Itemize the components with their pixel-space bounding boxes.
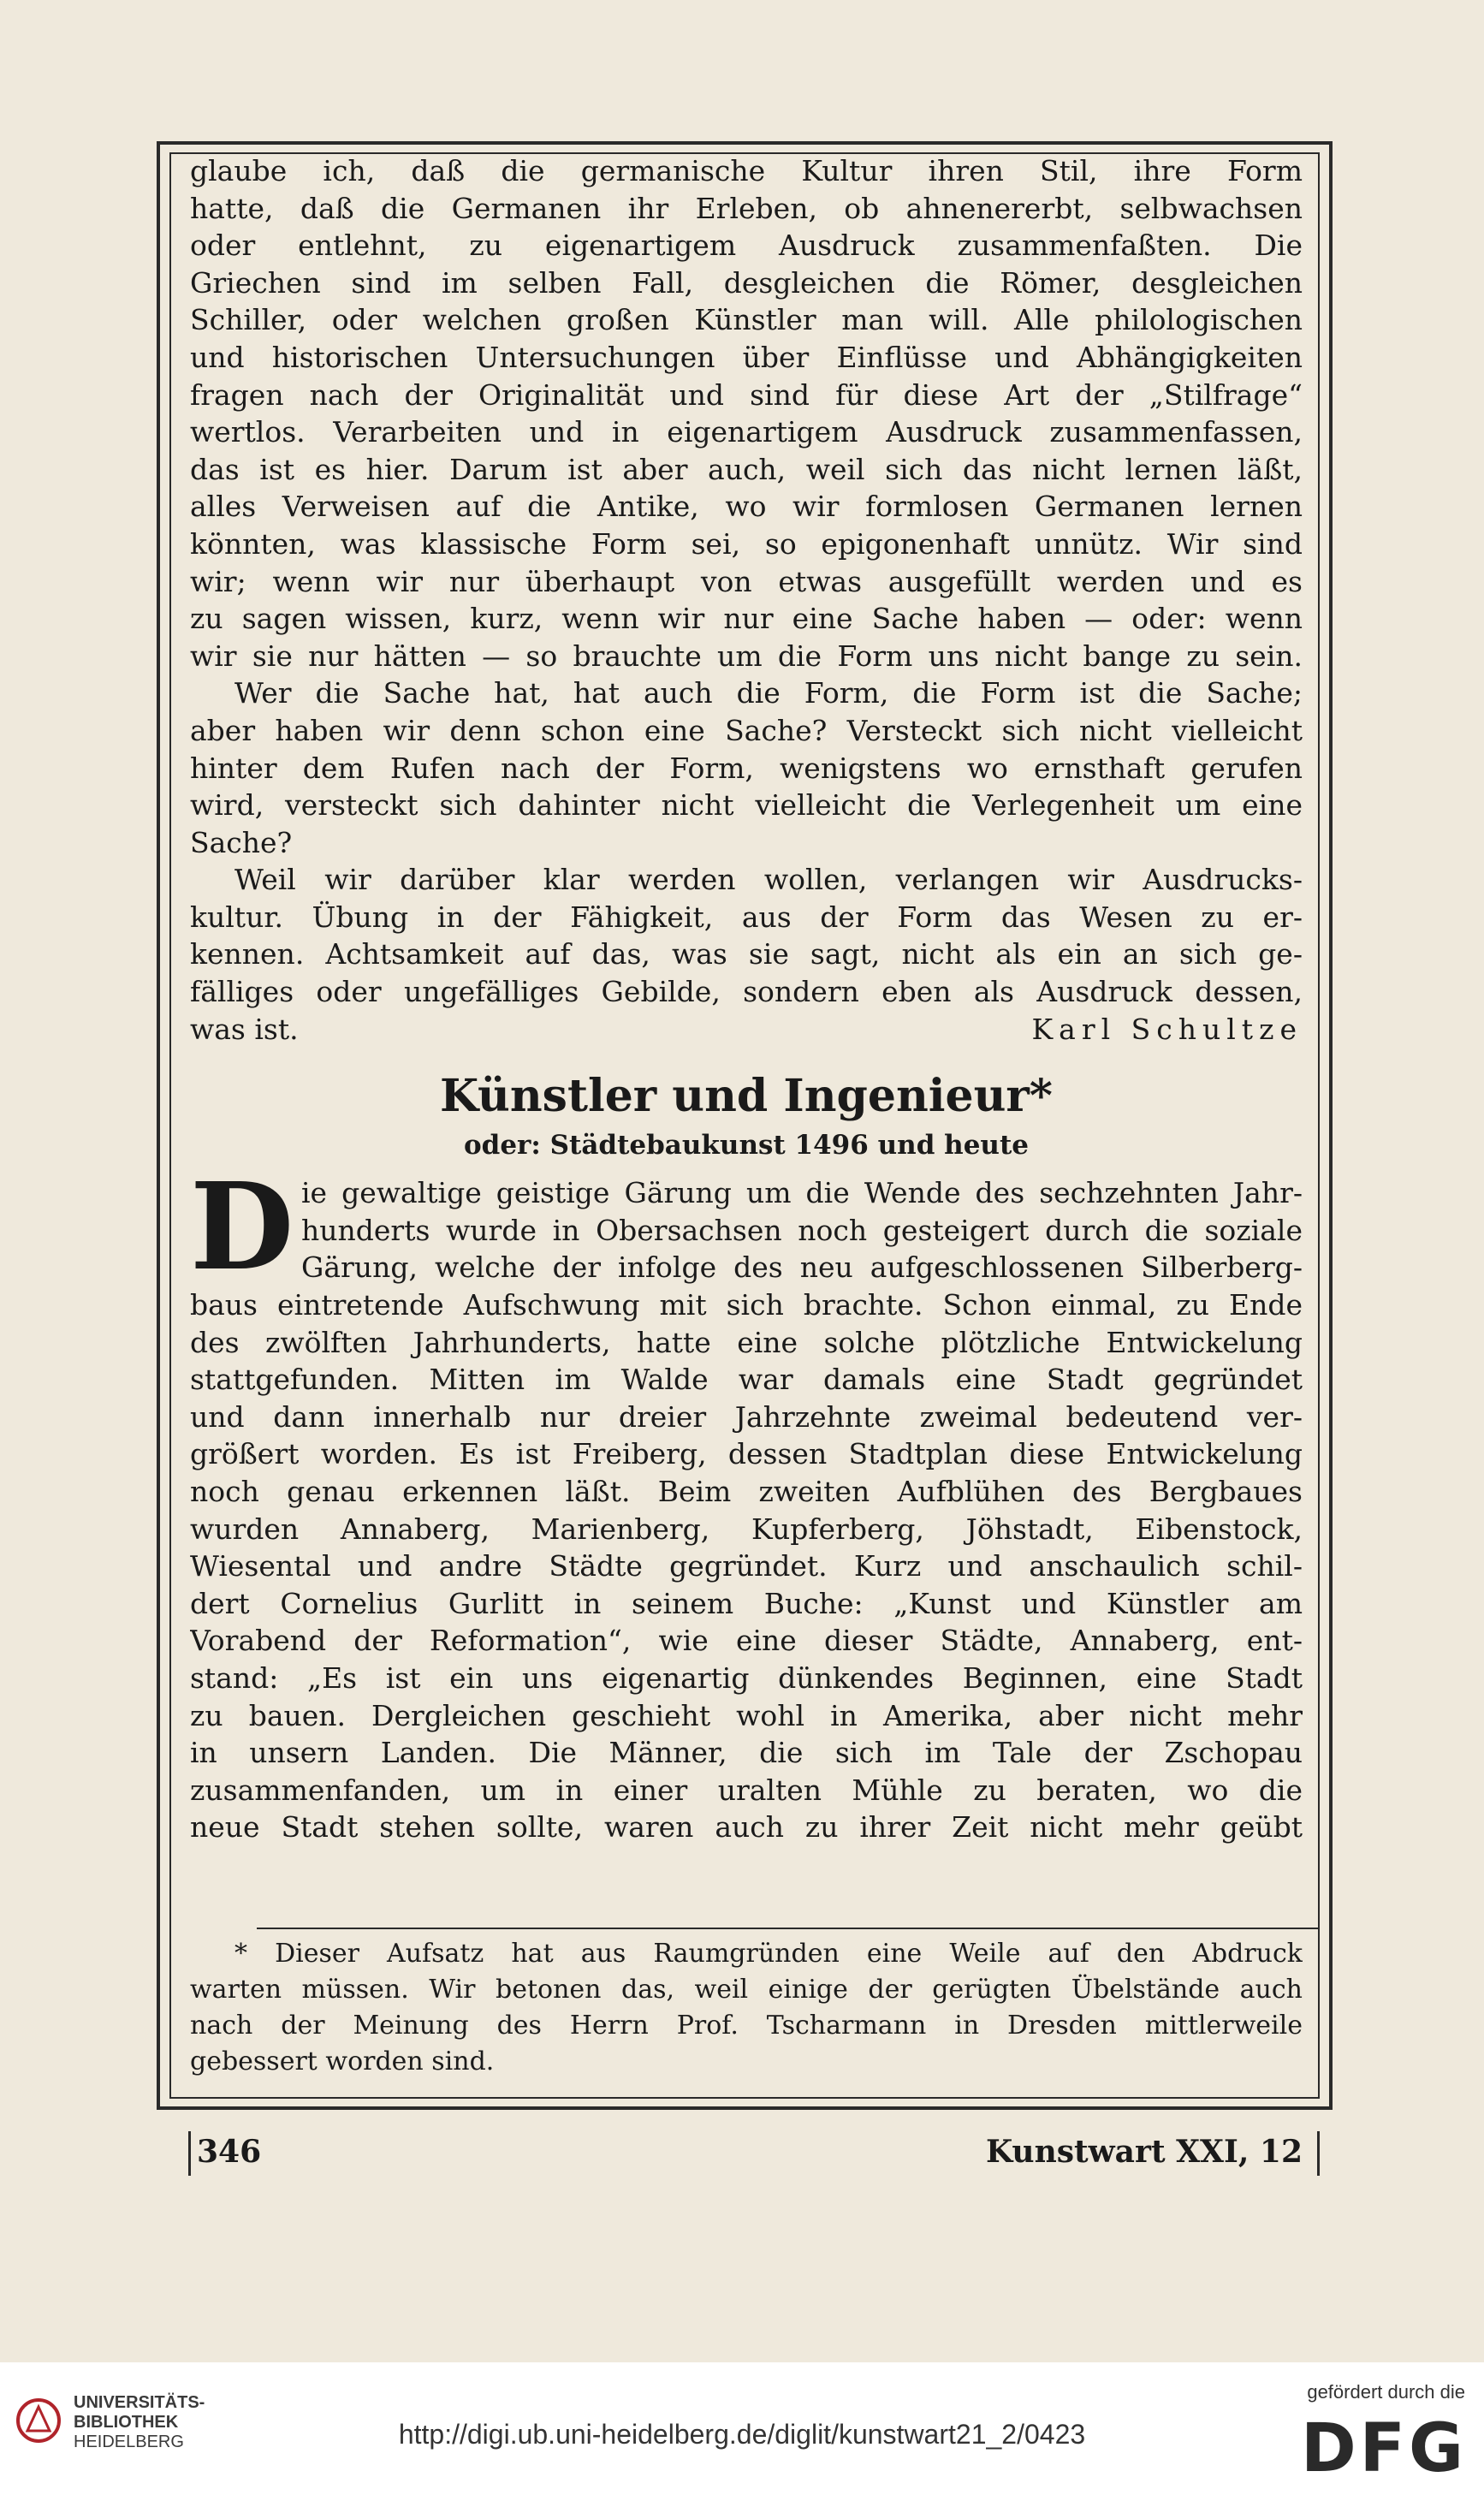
- text-line: neue Stadt stehen sollte, waren auch zu ihrer Zeit nicht mehr geübt: [190, 1810, 1303, 1845]
- text-line: wurden Annaberg, Marienberg, Kupferberg, Jöhstadt, Eibenstock,: [190, 1512, 1303, 1546]
- text-line: kennen. Achtsamkeit auf das, was sie sagt, nicht als ein an sich ge-: [190, 937, 1303, 971]
- article-subtitle: oder: Städtebaukunst 1496 und heute: [463, 1130, 1030, 1161]
- text-line: was ist.: [190, 1012, 299, 1046]
- text-line: Vorabend der Reformation“, wie eine dieser Städte, Annaberg, ent-: [190, 1624, 1303, 1658]
- text-line: zu sagen wissen, kurz, wenn wir nur eine Sache haben — oder: wenn: [190, 602, 1303, 636]
- article-title: Künstler und Ingenieur*: [440, 1070, 1053, 1123]
- paragraph-1: [190, 152, 1303, 674]
- journal-reference: Kunstwart XXI, 12: [985, 2134, 1303, 2170]
- footer-bar-left: [188, 2131, 191, 2176]
- text-line: oder entlehnt, zu eigenartigem Ausdruck zusammenfaßten. Die: [190, 229, 1303, 263]
- text-line: könnten, was klassische Form sei, so epigonenhaft unnütz. Wir sind: [190, 526, 1303, 561]
- footnote-line: gebessert worden sind.: [190, 2046, 495, 2076]
- funding-caption: gefördert durch die: [1307, 2381, 1465, 2403]
- text-line: ie gewaltige geistige Gärung um die Wende des sechzehnten Jahr-: [301, 1176, 1303, 1210]
- text-line: Wer die Sache hat, hat auch die Form, die Form ist die Sache;: [234, 676, 1303, 710]
- text-line: wird, versteckt sich dahinter nicht vielleicht die Verlegenheit um eine: [190, 788, 1303, 823]
- footnote-line: nach der Meinung des Herrn Prof. Tscharmann in Dresden mittlerweile: [190, 2011, 1303, 2041]
- text-line: wertlos. Verarbeiten und in eigenartigem Ausdruck zusammenfassen,: [190, 415, 1303, 449]
- text-line: Schiller, oder welchen großen Künstler man will. Alle philologischen: [190, 303, 1303, 337]
- page-footer: [190, 2126, 1320, 2177]
- page-content: [190, 152, 1303, 1846]
- text-line: wir; wenn wir nur überhaupt von etwas ausgefüllt werden und es: [190, 564, 1303, 598]
- text-line: fälliges oder ungefälliges Gebilde, sondern eben als Ausdruck dessen,: [190, 975, 1303, 1009]
- text-line: Sache?: [190, 825, 293, 859]
- text-line: dert Cornelius Gurlitt in seinem Buche: „Kunst und Künstler am: [190, 1586, 1303, 1620]
- paragraph-2: [190, 674, 1303, 861]
- text-line: zusammenfanden, um in einer uralten Mühle zu beraten, wo die: [190, 1773, 1303, 1807]
- text-line: stand: „Es ist ein uns eigenartig dünkendes Beginnen, eine Stadt: [190, 1660, 1303, 1695]
- text-line: größert worden. Es ist Freiberg, dessen Stadtplan diese Entwickelung: [190, 1437, 1303, 1471]
- text-line: baus eintretende Aufschwung mit sich brachte. Schon einmal, zu Ende: [190, 1288, 1303, 1322]
- footnote-divider: [257, 1928, 1318, 1929]
- text-line: hunderts wurde in Obersachsen noch gesteigert durch die soziale: [301, 1213, 1303, 1247]
- text-line: noch genau erkennen läßt. Beim zweiten Aufblühen des Bergbaues: [190, 1475, 1303, 1508]
- text-line: und dann innerhalb nur dreier Jahrzehnte zweimal bedeutend ver-: [190, 1399, 1303, 1434]
- text-line: aber haben wir denn schon eine Sache? Versteckt sich nicht vielleicht: [190, 713, 1303, 747]
- footnote-line: warten müssen. Wir betonen das, weil einige der gerügten Übelstände auch: [190, 1975, 1303, 2005]
- text-line: zu bauen. Dergleichen geschieht wohl in Amerika, aber nicht mehr: [190, 1698, 1303, 1732]
- text-line: glaube ich, daß die germanische Kultur ihren Stil, ihre Form: [190, 154, 1303, 187]
- text-line: des zwölften Jahrhunderts, hatte eine solche plötzliche Entwickelung: [190, 1325, 1303, 1359]
- author-signature: Karl Schultze: [1031, 1012, 1303, 1046]
- source-url-link[interactable]: http://digi.ub.uni-heidelberg.de/diglit/kunstwart21_2/0423: [398, 2419, 1086, 2450]
- text-line: in unsern Landen. Die Männer, die sich im Tale der Zschopau: [190, 1736, 1303, 1770]
- text-line: das ist es hier. Darum ist aber auch, weil sich das nicht lernen läßt,: [190, 452, 1303, 486]
- page-number: 346: [197, 2134, 262, 2170]
- text-line: und historischen Untersuchungen über Einflüsse und Abhängigkeiten: [190, 340, 1303, 374]
- footnote-line: * Dieser Aufsatz hat aus Raumgründen eine Weile auf den Abdruck: [234, 1939, 1303, 1969]
- text-line: fragen nach der Originalität und sind für diese Art der „Stilfrage“: [190, 377, 1303, 412]
- text-line: hatte, daß die Germanen ihr Erleben, ob ahnenererbt, selbwachsen: [190, 191, 1303, 225]
- footer-bar-right: [1317, 2131, 1320, 2176]
- text-line: hinter dem Rufen nach der Form, wenigstens wo ernsthaft gerufen: [190, 751, 1303, 785]
- text-line: wir sie nur hätten — so brauchte um die Form uns nicht bange zu sein.: [190, 639, 1303, 673]
- text-line: Griechen sind im selben Fall, desgleichen die Römer, desgleichen: [190, 265, 1303, 300]
- drop-cap: D: [190, 1157, 294, 1298]
- institution-name: UNIVERSITÄTS- BIBLIOTHEK HEIDELBERG: [74, 2393, 205, 2451]
- digitization-bar: [0, 2362, 1484, 2495]
- paragraph-3: [190, 861, 1303, 1048]
- text-line: Weil wir darüber klar werden wollen, verlangen wir Ausdrucks-: [234, 863, 1303, 897]
- signature-line: [190, 1011, 1303, 1048]
- dfg-logo: DFG: [1300, 2410, 1467, 2487]
- text-line: Gärung, welche der infolge des neu aufgeschlossenen Silberberg-: [301, 1250, 1303, 1285]
- text-line: Wiesental und andre Städte gegründet. Kurz und anschaulich schil-: [190, 1549, 1303, 1583]
- text-line: stattgefunden. Mitten im Walde war damals eine Stadt gegründet: [190, 1363, 1303, 1397]
- text-line: alles Verweisen auf die Antike, wo wir formlosen Germanen lernen: [190, 490, 1303, 524]
- footnote: [190, 1936, 1303, 2080]
- text-line: kultur. Übung in der Fähigkeit, aus der Form das Wesen zu er-: [190, 900, 1303, 934]
- article-body: [190, 1157, 1303, 1846]
